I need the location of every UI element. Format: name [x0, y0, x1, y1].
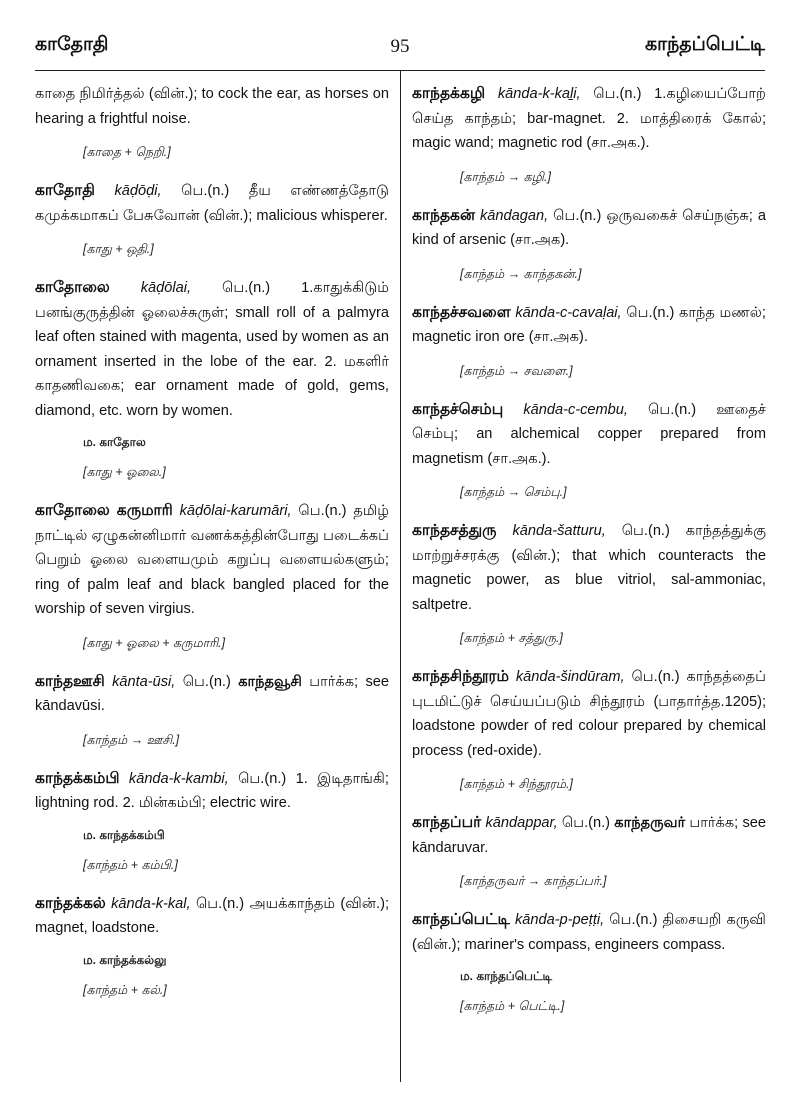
- entry-transliteration: kānda-c-cavaḷai,: [515, 304, 622, 321]
- entry-pos: பெ.(n.): [631, 669, 680, 685]
- entry-transliteration: kānda-k-kambi,: [128, 770, 229, 787]
- entry-transliteration: kānda-c-cembu,: [523, 401, 628, 418]
- entry-transliteration: kāndagan,: [480, 207, 549, 224]
- entry-body: காந்தத்துக்கு மாற்றுச்சரக்கு (வின்.); that which counteracts the magnetic power, as blue vitriol, sal-ammoniac, saltpetre.: [412, 523, 766, 613]
- entry-headword: காந்தசிந்தூரம்: [412, 668, 509, 685]
- entry-transliteration: kānta-ūsi,: [112, 673, 176, 690]
- entry-etymology: [காந்தம் → சவளை.]: [460, 363, 573, 378]
- entry-pos: பெ.(n.): [626, 304, 675, 321]
- entry-transliteration: kānda-šindūram,: [515, 669, 625, 685]
- entry-etymology: [காந்தம் + கல்.]: [83, 982, 167, 997]
- dictionary-entry: [35, 499, 389, 652]
- entry-body: 1.காதுக்கிடும் பனங்குருத்தின் ஓலைச்சுருள்; small roll of a palmyra leaf often stained with magenta, used by women as an ornament inserted in the lobe of the ear. 2. மகளிர் காதணிவகை; ear ornament made of gold, gems, diamond, etc. worn by women.: [35, 280, 389, 419]
- dictionary-entry: [412, 519, 766, 647]
- entry-body: ஊதைச் செம்பு; an alchemical copper prepared from magnetism (சா.அக.).: [412, 401, 766, 467]
- entry-transliteration: kāḍōlai-karumāri,: [179, 503, 292, 519]
- entry-etymology: [காது + ஓலை + கருமாரி.]: [83, 635, 226, 650]
- entry-headword: காந்தக்கல்: [35, 894, 106, 912]
- entry-headword: காந்தப்பெட்டி: [412, 911, 510, 928]
- entry-etymology: [காந்தம் → செம்பு.]: [460, 485, 567, 499]
- entry-headword: காந்தக்கம்பி: [35, 769, 120, 787]
- entry-pos: பெ.(n.): [561, 815, 611, 831]
- entry-headword: காந்தப்பர்: [412, 814, 482, 831]
- entry-etymology: [காந்தம் + பெட்டி.]: [460, 999, 565, 1013]
- entry-pos: பெ.(n.): [182, 673, 231, 690]
- entry-transliteration: kāḍōḍi,: [114, 183, 162, 199]
- entry-body: see kāndaruvar.: [412, 815, 766, 856]
- entry-body: திசையறி கருவி (வின்.); mariner's compass, engineers compass.: [412, 912, 766, 953]
- entry-pos: பெ.(n.): [609, 912, 658, 928]
- entry-pos: பெ.(n.): [648, 401, 697, 418]
- entry-pos: பெ.(n.): [181, 183, 230, 199]
- dictionary-entry: [35, 670, 389, 749]
- entry-etymology: [காதை + நெறி.]: [83, 145, 171, 159]
- dictionary-entry: [35, 82, 389, 161]
- entry-malayalam-cognate: ம. காதோல: [83, 435, 146, 449]
- entry-etymology: [காந்தம் → ஊசி.]: [83, 732, 180, 747]
- entry-headword: காந்தச்செம்பு: [412, 400, 504, 418]
- page-number: 95: [390, 36, 410, 57]
- entry-headword: காதோதி: [35, 182, 95, 199]
- entry-body: அயக்காந்தம் (வின்.); magnet, loadstone.: [35, 895, 390, 936]
- entry-cross-reference: காந்தவூசி: [238, 673, 302, 690]
- entry-transliteration: kānda-p-peṭṭi,: [514, 912, 605, 928]
- header-right-guideword: காந்தப்பெட்டி: [645, 34, 765, 55]
- entry-transliteration: kāndappar,: [485, 815, 558, 831]
- entry-headword: காந்தச்சவளை: [412, 303, 511, 321]
- entry-body: see kāndavūsi.: [35, 673, 389, 714]
- entry-xref-suffix: பார்க்க;: [689, 815, 739, 831]
- dictionary-entry: [35, 179, 389, 258]
- entry-transliteration: kāḍōlai,: [140, 280, 192, 296]
- entry-pos: பெ.(n.): [298, 503, 347, 519]
- entry-pos: பெ.(n.): [222, 280, 271, 296]
- entry-etymology: [காந்தம் + சிந்தூரம்.]: [460, 777, 573, 791]
- entry-body: 1.கழியைப்போற் செய்த காந்தம்; bar-magnet. 2. மாத்திரைக் கோல்; magic wand; magnetic rod (சா.அக.).: [412, 86, 766, 151]
- left-column: [35, 82, 389, 1017]
- entry-xref-suffix: பார்க்க;: [309, 673, 359, 690]
- entry-body: தீய எண்ணத்தோடு கமுக்கமாகப் பேசுவோன் (வின்.); malicious whisperer.: [35, 183, 389, 224]
- entry-pos: பெ.(n.): [195, 895, 245, 912]
- entry-etymology: [காது + ஓலை.]: [83, 465, 166, 479]
- right-column: [412, 82, 766, 1033]
- entry-headword: காதோலை கருமாரி: [35, 502, 173, 519]
- dictionary-entry: [412, 665, 766, 793]
- entry-transliteration: kānda-k-kal,: [111, 895, 191, 912]
- entry-headword: காந்தசத்துரு: [412, 522, 497, 539]
- entry-etymology: [காந்தம் + சத்துரு.]: [460, 631, 563, 645]
- dictionary-entry: [412, 82, 766, 186]
- entry-malayalam-cognate: ம. காந்தக்கல்லு: [83, 952, 167, 967]
- entry-pos: பெ.(n.): [621, 523, 670, 539]
- dictionary-entry: [412, 301, 766, 380]
- entry-body: காந்தத்தைப் புடமிட்டுச் செய்யப்படும் சிந்தூரம் (பாதார்த்த.1205); loadstone powder of red colour prepared by chemical process (red-oxide).: [412, 669, 767, 759]
- entry-transliteration: kānda-k-kaḻi,: [497, 86, 581, 102]
- entry-malayalam-cognate: ம. காந்தப்பெட்டி: [460, 969, 553, 983]
- dictionary-entry: [35, 767, 389, 874]
- header-left-guideword: காதோதி: [35, 34, 109, 55]
- entry-pos: பெ.(n.): [238, 770, 287, 787]
- entry-etymology: [காந்தம் → காந்தகன்.]: [460, 266, 582, 281]
- column-divider: [400, 70, 401, 1082]
- page-header: [35, 30, 765, 66]
- entry-headword: காந்தக்கழி: [412, 85, 486, 102]
- entry-etymology: [காது + ஒதி.]: [83, 242, 154, 256]
- entry-headword: காந்தஊசி: [35, 672, 105, 690]
- dictionary-entry: [412, 398, 766, 502]
- entry-etymology: [காந்தருவர் → காந்தப்பர்.]: [460, 874, 607, 888]
- dictionary-entry: [35, 276, 389, 481]
- entry-etymology: [காந்தம் + கம்பி.]: [83, 857, 178, 872]
- dictionary-entry: [35, 892, 389, 999]
- entry-transliteration: kānda-šatturu,: [512, 523, 606, 539]
- entry-cross-reference: காந்தருவர்: [614, 815, 686, 831]
- entry-malayalam-cognate: ம. காந்தக்கம்பி: [83, 827, 165, 842]
- entry-headword: காதோலை: [35, 279, 110, 296]
- dictionary-entry: [412, 204, 766, 283]
- entry-body: ஒருவகைச் செய்நஞ்சு; a kind of arsenic (சா.அக).: [412, 207, 766, 248]
- entry-body: காதை நிமிர்த்தல் (வின்.); to cock the ear, as horses on hearing a frightful noise.: [35, 86, 389, 127]
- dictionary-entry: [412, 811, 766, 890]
- entry-etymology: [காந்தம் → கழி.]: [460, 169, 551, 184]
- entry-body: காந்த மணல்; magnetic iron ore (சா.அக).: [412, 304, 766, 345]
- entry-body: 1. இடிதாங்கி; lightning rod. 2. மின்கம்பி; electric wire.: [35, 770, 389, 811]
- entry-pos: பெ.(n.): [553, 207, 602, 224]
- entry-pos: பெ.(n.): [593, 86, 642, 102]
- dictionary-entry: [412, 908, 766, 1015]
- entry-body: தமிழ் நாட்டில் ஏழுகன்னிமார் வணக்கத்தின்போது படைக்கப் பெறும் ஓலை வளையமும் கறுப்பு வளையல்களும்; ring of palm leaf and black bangled placed for the worship of seven virgius.: [35, 503, 389, 617]
- entry-headword: காந்தகன்: [412, 206, 475, 224]
